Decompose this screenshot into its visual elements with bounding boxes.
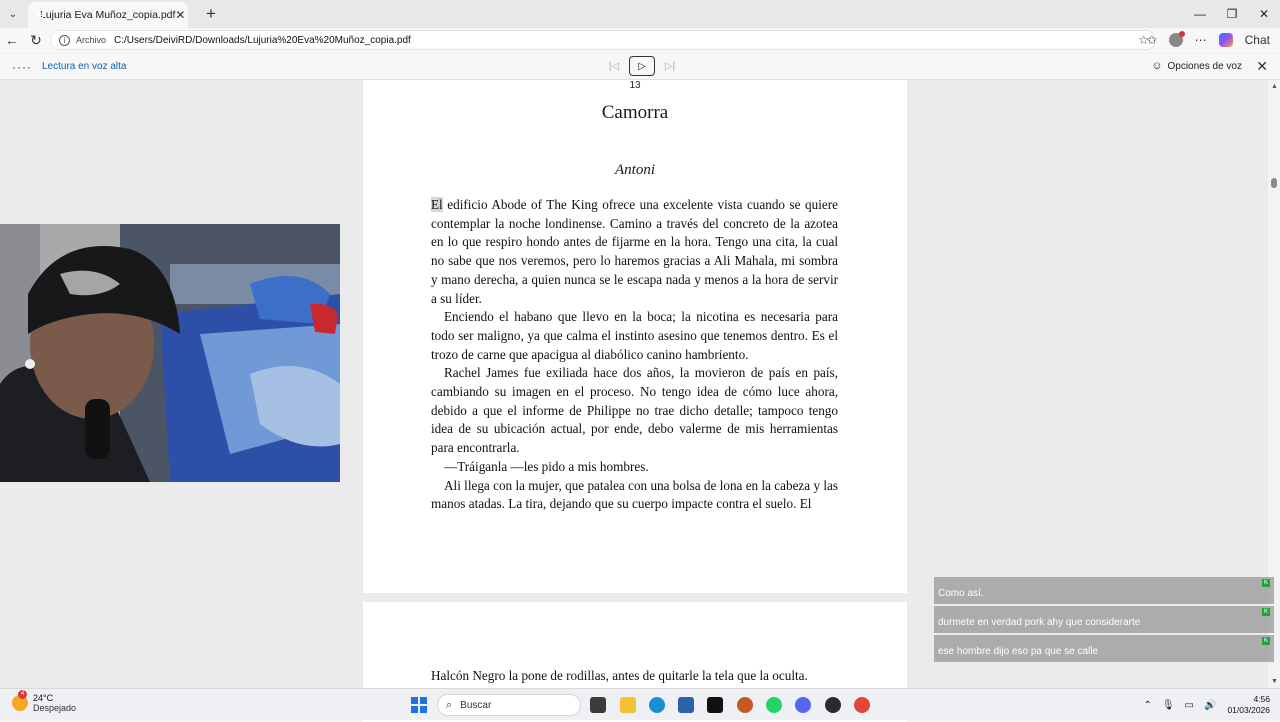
paragraph: Enciendo el habano que llevo en la boca; la nicotina es necesaria para todo ser maligno, ya que calma el instinto asesino que tenemos dentro. Es el trozo de carne que apacigua al diabólico canino hambriento. (431, 309, 838, 362)
file-explorer-icon[interactable] (620, 697, 636, 713)
clock-time: 4:56 (1253, 694, 1270, 704)
voice-options-label: Opciones de voz (1167, 60, 1242, 72)
notification-badge: 4 (18, 690, 27, 699)
chat-username: ········· (938, 607, 956, 613)
taskbar (0, 688, 1280, 720)
weather-widget[interactable] (12, 693, 76, 713)
url-text[interactable]: C:/Users/DeiviRD/Downloads/Lujuria%20Eva%20Muñoz_copia.pdf (114, 34, 411, 46)
chat-message (934, 577, 1274, 604)
paragraph-text: edificio Abode of The King ofrece una excelente vista cuando se quiere contemplar la noche londinense. Camino a través del concreto de la azotea en lo que respiro hondo antes de fijarme en la hora. Tengo una cita, la cual no sabe que nos veremos, pero lo haremos gracias a Ali Mahala, mi sombra y mano derecha, a quien nunca se le escapa nada y menos a la hora de servir a su líder. (431, 197, 838, 306)
search-icon: ⌕ (446, 698, 453, 711)
weather-description: Despejado (33, 703, 77, 713)
volume-icon[interactable]: 🔊 (1204, 699, 1217, 711)
previous-paragraph-icon[interactable]: |◁ (608, 60, 620, 72)
close-read-aloud-icon[interactable]: ✕ (1256, 58, 1268, 74)
chat-message (934, 606, 1274, 633)
webcam-image (0, 224, 340, 482)
network-icon[interactable]: ▭ (1184, 699, 1194, 711)
address-toolbar (0, 28, 1280, 52)
tab-title: Lujuria Eva Muñoz_copia.pdf (40, 9, 176, 21)
paragraph: —Tráiganla —les pido a mis hombres. (444, 458, 649, 474)
chat-username: ········· (938, 636, 956, 642)
search-placeholder: Buscar (460, 699, 492, 711)
voice-options-button[interactable] (1151, 60, 1242, 72)
copilot-icon[interactable] (1219, 33, 1233, 47)
toolbar-right (1141, 28, 1280, 52)
store-icon[interactable] (678, 697, 694, 713)
page-body (431, 196, 838, 514)
tab-pdf[interactable] (28, 2, 188, 28)
microphone-icon[interactable]: 🎙 (1161, 699, 1175, 711)
maximize-button[interactable]: ❐ (1226, 7, 1238, 21)
discord-icon[interactable] (795, 697, 811, 713)
chat-message-text: durmete en verdad pork ahy que considerarte (938, 617, 1141, 628)
play-button[interactable]: ▷ (629, 56, 655, 76)
pdf-page (363, 80, 907, 593)
page-number: 13 (629, 80, 641, 91)
chat-message-text: Como así. (938, 588, 984, 599)
paragraph: Halcón Negro la pone de rodillas, antes de quitarle la tela que la oculta. (431, 668, 808, 683)
address-bar[interactable] (50, 30, 1156, 50)
whatsapp-icon[interactable] (766, 697, 782, 713)
chrome-icon[interactable] (854, 697, 870, 713)
close-window-button[interactable]: ✕ (1258, 7, 1270, 21)
chat-button[interactable]: Chat (1244, 33, 1270, 47)
back-arrow-icon[interactable]: ← (5, 32, 19, 48)
scroll-up-icon[interactable]: ▲ (1271, 83, 1278, 90)
chat-message-text: ese hombre dijo eso pa que se calle (938, 646, 1099, 657)
refresh-icon[interactable]: ↻ (30, 31, 42, 48)
chapter-subtitle: Antoni (615, 162, 655, 178)
info-icon[interactable]: i (59, 35, 70, 46)
clock-date: 01/03/2026 (1227, 705, 1270, 715)
paragraph: Rachel James fue exiliada hace dos años, la movieron de país en país, cambiando su imagen en el proceso. No tengo idea de cómo luce ahora, debido a que el informe de Philippe no trae dicho detalle; tampoco tengo idea de su ubicación actual, por ende, debo valerme de mis herramientas para encontrarla. (431, 365, 838, 456)
weather-temperature: 24°C (33, 693, 54, 703)
tab-close-button[interactable]: ✕ (175, 8, 186, 22)
chat-username: ········· (938, 578, 956, 584)
read-aloud-player (607, 56, 677, 76)
sun-icon (12, 691, 28, 711)
window-controls (1184, 0, 1280, 28)
system-tray (1138, 689, 1280, 721)
tab-strip (0, 0, 1280, 28)
profile-avatar[interactable] (1169, 33, 1183, 47)
kick-badge-icon: K (1263, 609, 1268, 615)
tray-chevron-icon[interactable]: ⌃ (1143, 699, 1152, 711)
paragraph (431, 196, 838, 308)
read-aloud-label: Lectura en voz alta (41, 61, 127, 72)
clock[interactable] (1227, 694, 1270, 716)
taskbar-search[interactable] (437, 694, 581, 716)
new-tab-button[interactable]: + (206, 4, 216, 23)
kick-badge-icon: K (1263, 638, 1268, 644)
edge-browser-icon[interactable] (649, 697, 665, 713)
voice-person-icon: ☺ (1151, 60, 1163, 72)
more-options-icon[interactable]: ···· (12, 59, 32, 74)
task-view-icon[interactable] (590, 697, 606, 713)
favorite-star-icon[interactable]: ☆ (1138, 33, 1149, 47)
more-menu-icon[interactable]: ⋯ (1194, 33, 1207, 47)
scroll-down-icon[interactable]: ▼ (1271, 678, 1278, 685)
obs-icon[interactable] (825, 697, 841, 713)
capcut-icon[interactable] (707, 697, 723, 713)
webcam-overlay (0, 224, 340, 482)
chat-overlay (934, 577, 1274, 664)
minimize-button[interactable]: — (1194, 7, 1206, 21)
scroll-thumb[interactable] (1271, 178, 1277, 188)
paragraph: Ali llega con la mujer, que patalea con una bolsa de lona en la cabeza y las manos atadas. La tira, dejando que su cuerpo impacte contra el suelo. El (431, 477, 838, 512)
kick-badge-icon: K (1263, 580, 1268, 586)
windows-start-icon[interactable] (411, 697, 427, 713)
next-paragraph-icon[interactable]: ▷| (664, 60, 676, 72)
read-aloud-bar (0, 54, 1280, 80)
brave-browser-icon[interactable] (737, 697, 753, 713)
highlighted-word: El (431, 197, 443, 212)
favorites-icon[interactable]: ✩ (1146, 33, 1157, 47)
file-scheme-chip: Archivo (76, 35, 107, 45)
chapter-title: Camorra (601, 102, 669, 123)
chat-message (934, 635, 1274, 662)
tab-actions-menu-icon[interactable]: ⌄ (8, 8, 18, 20)
